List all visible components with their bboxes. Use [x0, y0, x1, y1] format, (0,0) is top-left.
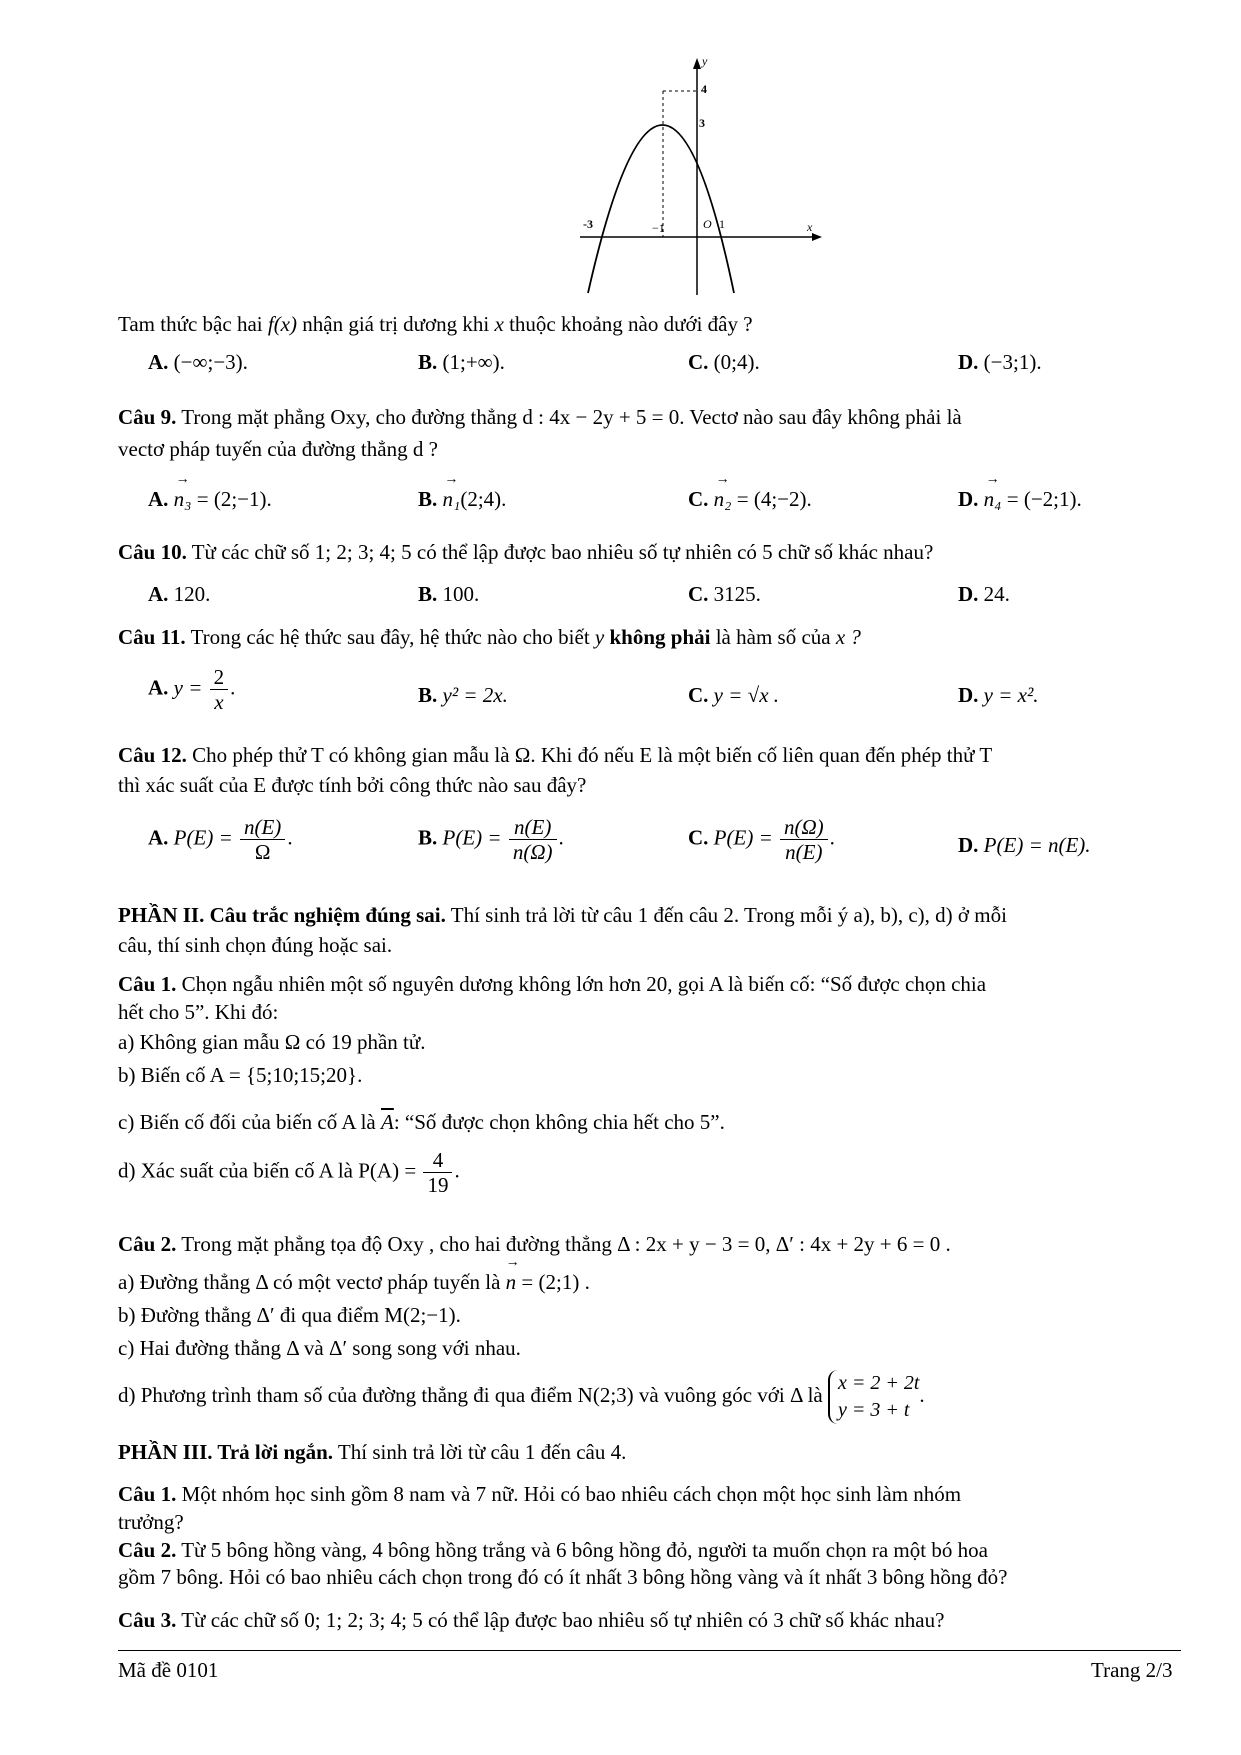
- system-row-2: y = 3 + t: [837, 1399, 910, 1421]
- formula-lhs: P(E) =: [442, 825, 502, 850]
- q11-option-a[interactable]: [148, 665, 235, 714]
- q8-fx: f(x): [267, 312, 298, 336]
- origin-label: O: [703, 217, 712, 231]
- q9-stem-line2: vectơ pháp tuyến của đường thẳng d ?: [118, 437, 438, 461]
- p3-c1-line1: [118, 1482, 961, 1507]
- option-text: y² = 2x.: [442, 683, 508, 707]
- fraction-denominator: 19: [427, 1173, 449, 1198]
- option-text: (−∞;−3).: [173, 350, 248, 374]
- p2-c2-statement-d: [118, 1370, 925, 1424]
- q10-option-c[interactable]: [688, 582, 761, 607]
- q12-option-c[interactable]: [688, 815, 835, 864]
- fraction-numerator: 2: [210, 665, 229, 690]
- q12-option-d[interactable]: [958, 833, 1091, 858]
- option-text: = (−2;1).: [1001, 487, 1082, 511]
- fraction: [240, 815, 285, 864]
- question-text: Trong mặt phẳng Oxy, cho đường thẳng d : 4x − 2y + 5 = 0. Vectơ nào sau đây không phải là: [181, 405, 962, 429]
- p2-c1-statement-b: b) Biến cố A = {5;10;15;20}.: [118, 1063, 363, 1087]
- option-text: 24.: [983, 582, 1010, 606]
- formula-end: .: [230, 675, 236, 700]
- q9-option-d[interactable]: [958, 487, 1082, 512]
- equation-system: [828, 1370, 919, 1424]
- q11-stem: [118, 625, 861, 650]
- q10-option-d[interactable]: [958, 582, 1010, 607]
- q9-stem-line1: [118, 405, 962, 430]
- tick-label-1: 1: [719, 217, 725, 231]
- question-text: Từ các chữ số 0; 1; 2; 3; 4; 5 có thể lập được bao nhiêu số tự nhiên có 3 chữ số khác nhau?: [181, 1608, 945, 1632]
- option-label: D.: [958, 683, 979, 707]
- system-row-1: x = 2 + 2t: [837, 1372, 920, 1394]
- statement-text: c) Biến cố đối của biến cố A là: [118, 1110, 376, 1134]
- option-label: C.: [688, 487, 709, 511]
- exam-code: Mã đề 0101: [118, 1658, 219, 1682]
- option-label: B.: [418, 582, 438, 606]
- q10-stem: [118, 540, 933, 565]
- option-text: 3125.: [713, 582, 761, 606]
- question-label: Câu 1.: [118, 1482, 177, 1506]
- q10-option-b[interactable]: [418, 582, 479, 607]
- q8-stem: [118, 312, 753, 337]
- option-label: B.: [418, 350, 438, 374]
- q9-option-b[interactable]: [418, 487, 506, 512]
- formula-end: .: [829, 825, 835, 850]
- page-number: Trang 2/3: [1091, 1658, 1173, 1682]
- fraction-numerator: n(Ω): [780, 815, 828, 840]
- option-label: A.: [148, 350, 169, 374]
- option-label: B.: [418, 825, 438, 850]
- p2-c2-statement-b: b) Đường thẳng Δ′ đi qua điểm M(2;−1).: [118, 1303, 461, 1327]
- vector-symbol: → n₂: [714, 487, 732, 512]
- complement-symbol: $\overline{A}$: [381, 1110, 394, 1134]
- part3-header: [118, 1440, 626, 1465]
- option-text: = (4;−2).: [731, 487, 812, 511]
- statement-end: .: [919, 1382, 925, 1407]
- option-text: = (2;−1).: [191, 487, 272, 511]
- question-text: Chọn ngẫu nhiên một số nguyên dương không lớn hơn 20, gọi A là biến cố: “Số được chọn chia: [181, 972, 987, 996]
- vector-symbol: → n₃: [174, 487, 192, 512]
- formula-end: .: [558, 825, 564, 850]
- statement-text: a) Đường thẳng Δ có một vectơ pháp tuyến là: [118, 1270, 501, 1294]
- question-text: Một nhóm học sinh gồm 8 nam và 7 nữ. Hỏi có bao nhiêu cách chọn một học sinh làm nhóm: [181, 1482, 962, 1506]
- formula-lhs: P(E) =: [713, 825, 773, 850]
- q8-option-b[interactable]: [418, 350, 505, 375]
- p2-c2-statement-a: [118, 1270, 590, 1295]
- var-y: y: [594, 625, 605, 649]
- option-text: 120.: [173, 582, 211, 606]
- p2-c1-line1: [118, 972, 986, 997]
- option-label: B.: [418, 683, 438, 707]
- tick-label-3: 3: [699, 116, 705, 130]
- part2-desc: Thí sinh trả lời từ câu 1 đến câu 2. Trong mỗi ý a), b), c), d) ở mỗi: [445, 903, 1007, 927]
- tick-label-minus-1: −1: [652, 221, 665, 235]
- question-label: Câu 12.: [118, 743, 187, 767]
- question-label: Câu 10.: [118, 540, 187, 564]
- fraction-denominator: x: [214, 690, 224, 715]
- option-text: (2;4).: [460, 487, 507, 511]
- question-text: Trong mặt phẳng tọa độ Oxy , cho hai đường thẳng Δ : 2x + y − 3 = 0, Δ′ : 4x + 2y + 6 = 0 .: [181, 1232, 951, 1256]
- p2-c1-statement-d: [118, 1148, 460, 1197]
- fraction-denominator: n(E): [785, 840, 823, 865]
- fraction: [780, 815, 828, 864]
- statement-end: .: [454, 1158, 460, 1183]
- formula-lhs: P(E) =: [173, 825, 233, 850]
- option-label: C.: [688, 582, 709, 606]
- fraction-numerator: n(E): [509, 815, 557, 840]
- option-label: C.: [688, 825, 709, 850]
- statement-text: d) Xác suất của biến cố A là P(A) =: [118, 1158, 417, 1183]
- parabola-curve: [588, 125, 734, 293]
- q12-stem-line2: thì xác suất của E được tính bởi công thức nào sau đây?: [118, 773, 587, 797]
- option-label: D.: [958, 350, 979, 374]
- option-label: D.: [958, 582, 979, 606]
- x-axis-arrow: [812, 233, 822, 241]
- p3-c1-line2: trưởng?: [118, 1510, 184, 1534]
- q10-option-a[interactable]: [148, 582, 210, 607]
- option-text: P(E) = n(E).: [983, 833, 1091, 857]
- option-label: A.: [148, 487, 169, 511]
- q8-stem-a: Tam thức bậc hai: [118, 312, 263, 336]
- vector-symbol: → n: [506, 1270, 517, 1295]
- question-label: Câu 11.: [118, 625, 186, 649]
- p2-c1-statement-a: a) Không gian mẫu Ω có 19 phần tử.: [118, 1030, 426, 1054]
- tick-label-minus-3: -3: [583, 217, 593, 231]
- q12-option-b[interactable]: [418, 815, 564, 864]
- p2-c2-line: [118, 1232, 951, 1257]
- q8-option-c[interactable]: [688, 350, 760, 375]
- q8-stem-b: nhận giá trị dương khi: [302, 312, 490, 336]
- q8-stem-c: thuộc khoảng nào dưới đây ?: [509, 312, 753, 336]
- question-label: Câu 9.: [118, 405, 177, 429]
- formula-end: .: [287, 825, 293, 850]
- option-label: C.: [688, 350, 709, 374]
- option-text: (1;+∞).: [442, 350, 505, 374]
- question-label: Câu 1.: [118, 972, 177, 996]
- statement-text: = (2;1) .: [516, 1270, 590, 1294]
- statement-text: : “Số được chọn không chia hết cho 5”.: [393, 1110, 725, 1134]
- question-text: Từ các chữ số 1; 2; 3; 4; 5 có thể lập được bao nhiêu số tự nhiên có 5 chữ số khác nhau?: [191, 540, 934, 564]
- option-label: A.: [148, 582, 169, 606]
- tick-label-4: 4: [701, 82, 707, 96]
- question-label: Câu 2.: [118, 1538, 177, 1562]
- part3-desc: Thí sinh trả lời từ câu 1 đến câu 4.: [333, 1440, 627, 1464]
- part2-title: PHẦN II. Câu trắc nghiệm đúng sai.: [118, 903, 446, 927]
- parabola-graph: [560, 55, 830, 300]
- q11-option-c[interactable]: [688, 683, 779, 708]
- q9-option-a[interactable]: [148, 487, 272, 512]
- question-text: Trong các hệ thức sau đây, hệ thức nào cho biết: [190, 625, 590, 649]
- question-text: Từ 5 bông hồng vàng, 4 bông hồng trắng và 6 bông hồng đỏ, người ta muốn chọn ra một bó hoa: [181, 1538, 988, 1562]
- var-x: x ?: [835, 625, 861, 649]
- fraction: [423, 1148, 452, 1197]
- question-label: Câu 3.: [118, 1608, 177, 1632]
- fraction-denominator: Ω: [254, 840, 271, 865]
- q8-option-a[interactable]: [148, 350, 248, 375]
- fraction-denominator: n(Ω): [512, 840, 553, 865]
- fraction: [509, 815, 557, 864]
- q8-x: x: [494, 312, 504, 336]
- y-axis-label: y: [702, 55, 708, 68]
- p2-c1-line2: hết cho 5”. Khi đó:: [118, 1000, 279, 1024]
- statement-text: d) Phương trình tham số của đường thẳng đi qua điểm N(2;3) và vuông góc với Δ là: [118, 1382, 823, 1407]
- option-text: y = √x .: [713, 683, 780, 707]
- option-label: A.: [148, 675, 169, 700]
- q12-option-a[interactable]: [148, 815, 293, 864]
- p3-c2-line2: gồm 7 bông. Hỏi có bao nhiêu cách chọn trong đó có ít nhất 3 bông hồng vàng và ít nhất 3 bông hồng đỏ?: [118, 1565, 1008, 1589]
- footer-divider: [118, 1650, 1181, 1651]
- q8-option-d[interactable]: [958, 350, 1042, 375]
- option-label: B.: [418, 487, 438, 511]
- question-label: Câu 2.: [118, 1232, 177, 1256]
- vector-symbol: → n₁: [443, 487, 461, 512]
- q9-option-c[interactable]: [688, 487, 812, 512]
- option-label: D.: [958, 487, 979, 511]
- vector-symbol: → n₄: [984, 487, 1002, 512]
- p2-c1-statement-c: [118, 1110, 725, 1135]
- q12-stem-line1: [118, 743, 992, 768]
- option-text: y = x².: [983, 683, 1039, 707]
- p3-c3-line: [118, 1608, 944, 1633]
- q11-option-b[interactable]: [418, 683, 508, 708]
- option-text: (0;4).: [713, 350, 760, 374]
- fraction-numerator: n(E): [240, 815, 285, 840]
- part2-header-line2: câu, thí sinh chọn đúng hoặc sai.: [118, 933, 393, 957]
- option-text: 100.: [442, 582, 480, 606]
- p2-c2-statement-c: c) Hai đường thẳng Δ và Δ′ song song với nhau.: [118, 1336, 521, 1360]
- y-axis-arrow: [693, 58, 701, 69]
- fraction: [210, 665, 229, 714]
- fraction-numerator: 4: [423, 1148, 452, 1173]
- x-axis-label: x: [807, 220, 813, 234]
- option-text: (−3;1).: [983, 350, 1042, 374]
- part3-title: PHẦN III. Trả lời ngắn.: [118, 1440, 334, 1464]
- q11-option-d[interactable]: [958, 683, 1039, 708]
- emphasis-text: không phải: [609, 625, 711, 649]
- option-label: D.: [958, 833, 979, 857]
- option-label: C.: [688, 683, 709, 707]
- part2-header-line1: [118, 903, 1007, 928]
- formula-lhs: y =: [173, 675, 203, 700]
- option-label: A.: [148, 825, 169, 850]
- p3-c2-line1: [118, 1538, 988, 1563]
- question-text: Cho phép thử T có không gian mẫu là Ω. Khi đó nếu E là một biến cố liên quan đến phép thử T: [192, 743, 993, 767]
- question-text: là hàm số của: [715, 625, 831, 649]
